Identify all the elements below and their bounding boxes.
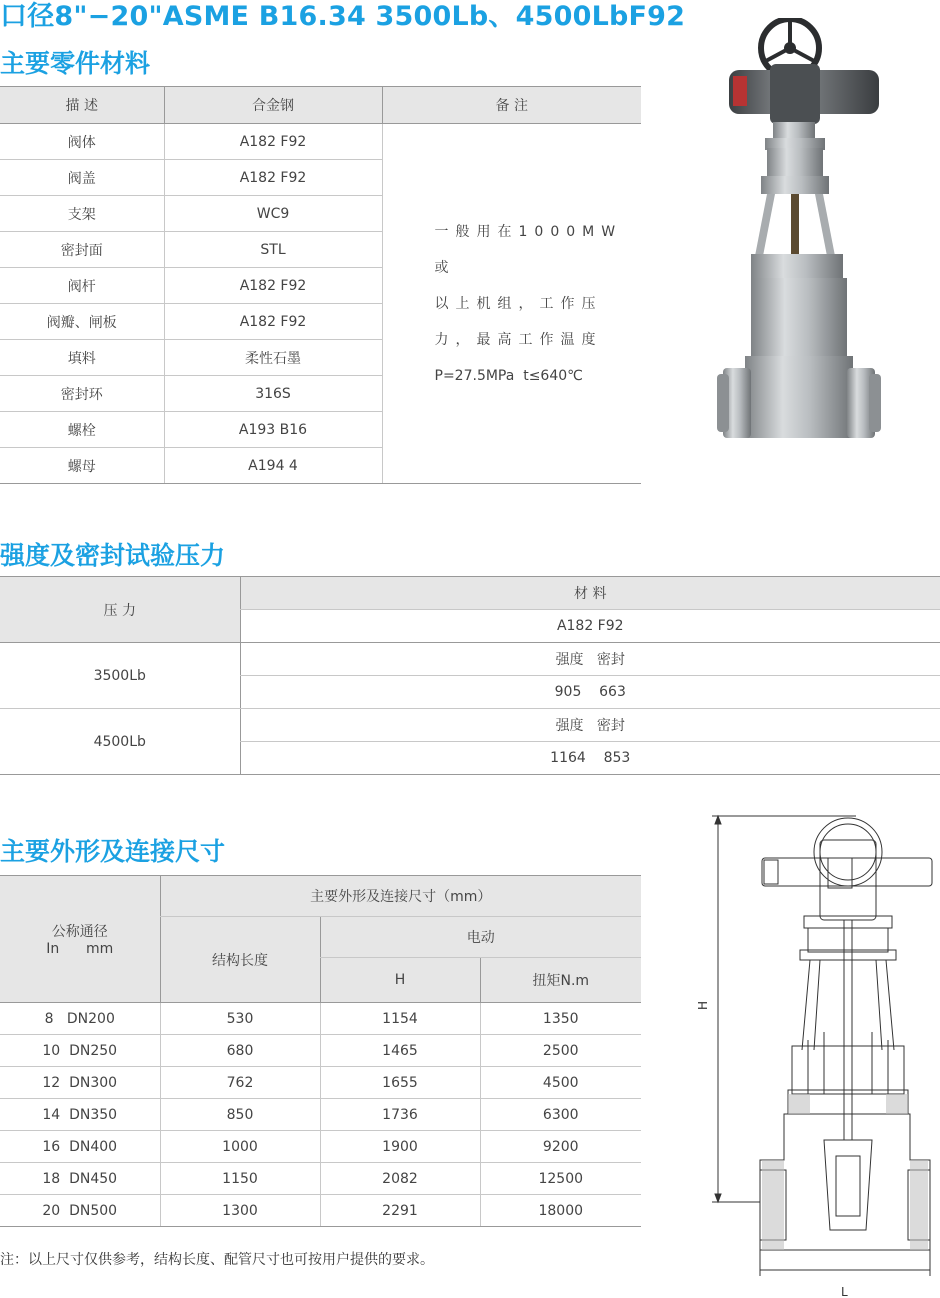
part-material: A182 F92 bbox=[164, 304, 382, 340]
drawing-label-h: H bbox=[696, 1000, 710, 1010]
part-material: A182 F92 bbox=[164, 124, 382, 160]
dimensions-section-title: 主要外形及连接尺寸 bbox=[0, 837, 226, 866]
h-value: 2291 bbox=[320, 1195, 480, 1227]
table-row bbox=[0, 1163, 641, 1195]
part-name: 支架 bbox=[0, 196, 164, 232]
remarks-note bbox=[382, 124, 641, 484]
h-value: 2082 bbox=[320, 1163, 480, 1195]
pressure-label: 强度 密封 bbox=[240, 709, 940, 742]
part-material: 316S bbox=[164, 376, 382, 412]
table-row bbox=[0, 1099, 641, 1131]
dimensions-header-group: 主要外形及连接尺寸（mm） bbox=[160, 876, 641, 917]
table-row bbox=[0, 1003, 641, 1035]
dimensions-header-electric: 电动 bbox=[320, 917, 641, 958]
part-material: A182 F92 bbox=[164, 268, 382, 304]
nominal-size: 12 DN300 bbox=[0, 1067, 160, 1099]
table-row bbox=[0, 709, 940, 742]
materials-header-remarks: 备 注 bbox=[382, 87, 641, 124]
remarks-line: 以上机组，工作压 bbox=[434, 295, 603, 312]
nominal-size: 18 DN450 bbox=[0, 1163, 160, 1195]
length-value: 1000 bbox=[160, 1131, 320, 1163]
table-row bbox=[0, 1195, 641, 1227]
part-material: 柔性石墨 bbox=[164, 340, 382, 376]
table-row bbox=[0, 1067, 641, 1099]
pressure-values: 1164 853 bbox=[240, 742, 940, 775]
length-value: 762 bbox=[160, 1067, 320, 1099]
pressure-label: 强度 密封 bbox=[240, 643, 940, 676]
length-value: 1150 bbox=[160, 1163, 320, 1195]
nominal-size: 20 DN500 bbox=[0, 1195, 160, 1227]
h-value: 1465 bbox=[320, 1035, 480, 1067]
nominal-size: 10 DN250 bbox=[0, 1035, 160, 1067]
pressure-section-title: 强度及密封试验压力 bbox=[0, 541, 226, 570]
part-name: 密封面 bbox=[0, 232, 164, 268]
pressure-header-pressure: 压 力 bbox=[0, 577, 240, 643]
length-value: 530 bbox=[160, 1003, 320, 1035]
materials-header-desc: 描 述 bbox=[0, 87, 164, 124]
h-value: 1154 bbox=[320, 1003, 480, 1035]
part-material: A194 4 bbox=[164, 448, 382, 484]
table-row bbox=[0, 643, 940, 676]
torque-value: 12500 bbox=[480, 1163, 641, 1195]
valve-dimension-drawing bbox=[696, 810, 940, 1298]
nominal-units: In mm bbox=[46, 941, 114, 957]
nominal-label: 公称通径 bbox=[51, 924, 108, 940]
part-name: 阀杆 bbox=[0, 268, 164, 304]
nominal-size: 16 DN400 bbox=[0, 1131, 160, 1163]
page-title: 口径8"−20"ASME B16.34 3500Lb、4500LbF92 bbox=[0, 1, 686, 32]
pressure-material-name: A182 F92 bbox=[240, 610, 940, 643]
pressure-values: 905 663 bbox=[240, 676, 940, 709]
remarks-line: P=27.5MPa t≤640℃ bbox=[434, 367, 583, 384]
nominal-size: 14 DN350 bbox=[0, 1099, 160, 1131]
part-name: 填料 bbox=[0, 340, 164, 376]
pressure-class: 4500Lb bbox=[0, 709, 240, 775]
table-row bbox=[0, 1035, 641, 1067]
drawing-label-l: L bbox=[841, 1285, 848, 1298]
part-name: 密封环 bbox=[0, 376, 164, 412]
length-value: 680 bbox=[160, 1035, 320, 1067]
part-name: 螺栓 bbox=[0, 412, 164, 448]
dimensions-header-row bbox=[0, 876, 641, 917]
pressure-table bbox=[0, 576, 940, 775]
part-name: 螺母 bbox=[0, 448, 164, 484]
pressure-header-material: 材 料 bbox=[240, 577, 940, 610]
part-name: 阀瓣、闸板 bbox=[0, 304, 164, 340]
torque-value: 6300 bbox=[480, 1099, 641, 1131]
torque-value: 18000 bbox=[480, 1195, 641, 1227]
pressure-header-row bbox=[0, 577, 940, 610]
part-material: A182 F92 bbox=[164, 160, 382, 196]
torque-value: 2500 bbox=[480, 1035, 641, 1067]
part-material: A193 B16 bbox=[164, 412, 382, 448]
part-name: 阀盖 bbox=[0, 160, 164, 196]
dimensions-header-nominal bbox=[0, 876, 160, 1003]
table-row bbox=[0, 1131, 641, 1163]
table-row bbox=[0, 124, 641, 160]
h-value: 1655 bbox=[320, 1067, 480, 1099]
length-value: 850 bbox=[160, 1099, 320, 1131]
footnote: 注：以上尺寸仅供参考，结构长度、配管尺寸也可按用户提供的要求。 bbox=[0, 1252, 434, 1268]
nominal-size: 8 DN200 bbox=[0, 1003, 160, 1035]
materials-header-row bbox=[0, 87, 641, 124]
pressure-class: 3500Lb bbox=[0, 643, 240, 709]
torque-value: 1350 bbox=[480, 1003, 641, 1035]
torque-value: 9200 bbox=[480, 1131, 641, 1163]
valve-product-photo bbox=[715, 18, 905, 466]
dimensions-header-torque: 扭矩N.m bbox=[480, 958, 641, 1003]
torque-value: 4500 bbox=[480, 1067, 641, 1099]
h-value: 1736 bbox=[320, 1099, 480, 1131]
part-material: WC9 bbox=[164, 196, 382, 232]
materials-section-title: 主要零件材料 bbox=[0, 49, 151, 78]
part-name: 阀体 bbox=[0, 124, 164, 160]
part-material: STL bbox=[164, 232, 382, 268]
remarks-line: 力，最高工作温度 bbox=[434, 331, 603, 348]
dimensions-table bbox=[0, 875, 641, 1227]
length-value: 1300 bbox=[160, 1195, 320, 1227]
h-value: 1900 bbox=[320, 1131, 480, 1163]
materials-header-steel: 合金钢 bbox=[164, 87, 382, 124]
materials-table bbox=[0, 86, 641, 484]
dimensions-header-length: 结构长度 bbox=[160, 917, 320, 1003]
remarks-line: 一般用在1000MW或 bbox=[434, 223, 623, 276]
dimensions-header-h: H bbox=[320, 958, 480, 1003]
